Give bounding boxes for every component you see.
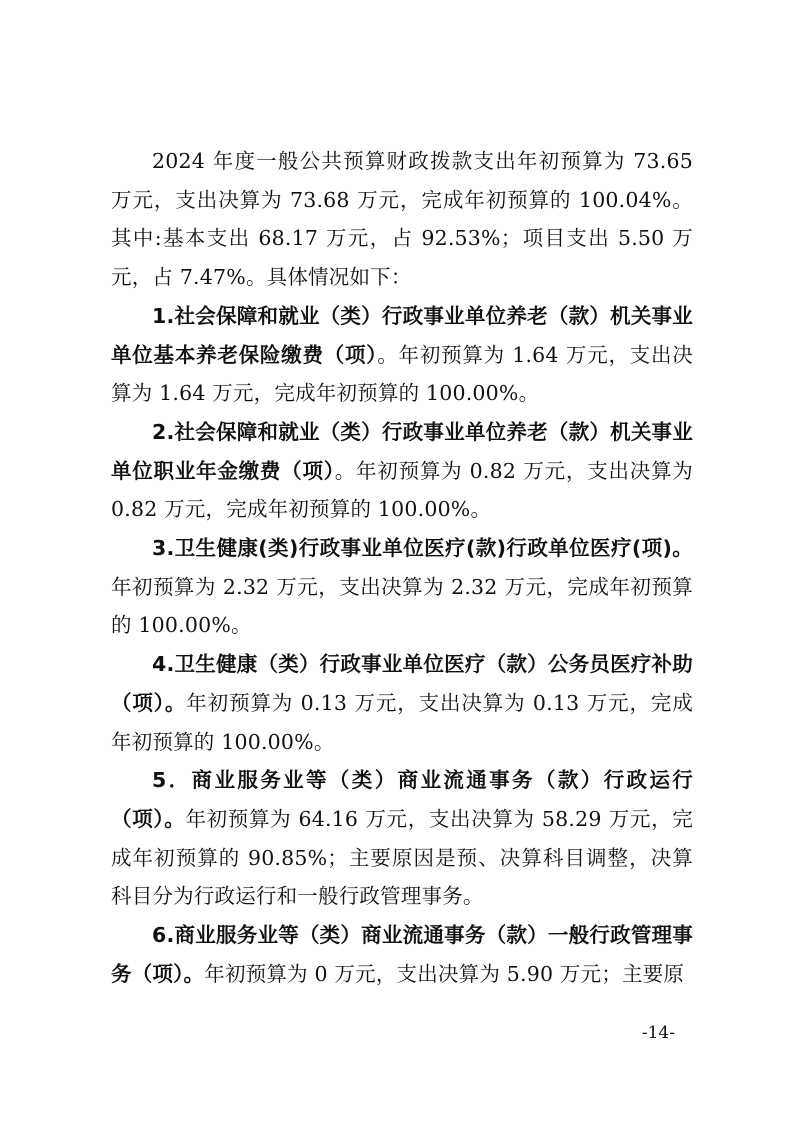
item-heading-5: 5．商业服务业等（类）商业流通事务（款）行政运行（项）。 [111,768,693,831]
item-paragraph-2 [111,413,693,529]
document-body [111,142,693,993]
item-heading-1: 1.社会保障和就业（类）行政事业单位养老（款）机关事业单位基本养老保险缴费（项） [111,303,693,367]
page-number: -14- [641,1023,675,1043]
item-paragraph-4 [111,645,693,761]
item-body-1: 。年初预算为 1.64 万元，支出决算为 1.64 万元，完成年初预算的 100.00%。 [111,342,693,406]
item-body-2: 。年初预算为 0.82 万元，支出决算为 0.82 万元，完成年初预算的 100.00%。 [111,458,693,522]
item-paragraph-6 [111,916,693,993]
item-heading-4: 4.卫生健康（类）行政事业单位医疗（款）公务员医疗补助（项）。 [111,652,693,715]
item-heading-6: 6.商业服务业等（类）商业流通事务（款）一般行政管理事务（项）。 [111,923,693,986]
item-paragraph-5 [111,761,693,916]
item-paragraph-1 [111,297,693,413]
item-heading-2: 2.社会保障和就业（类）行政事业单位养老（款）机关事业单位职业年金缴费（项） [111,419,693,483]
item-paragraph-3 [111,529,693,645]
item-body-6: 年初预算为 0 万元，支出决算为 5.90 万元；主要原 [204,961,685,986]
intro-paragraph: 2024 年度一般公共预算财政拨款支出年初预算为 73.65 万元，支出决算为 73.68 万元，完成年初预算的 100.04%。其中:基本支出 68.17 万元，占 92.53%；项目支出 5.50 万元，占 7.47%。具体情况如下： [111,149,693,290]
item-body-4: 年初预算为 0.13 万元，支出决算为 0.13 万元，完成年初预算的 100.00%。 [111,690,693,754]
item-heading-3: 3.卫生健康(类)行政事业单位医疗(款)行政单位医疗(项)。 [152,536,693,561]
item-body-5: 年初预算为 64.16 万元，支出决算为 58.29 万元，完成年初预算的 90.85%；主要原因是预、决算科目调整，决算科目分为行政运行和一般行政管理事务。 [111,806,693,909]
item-body-3: 年初预算为 2.32 万元，支出决算为 2.32 万元，完成年初预算的 100.00%。 [111,574,693,638]
